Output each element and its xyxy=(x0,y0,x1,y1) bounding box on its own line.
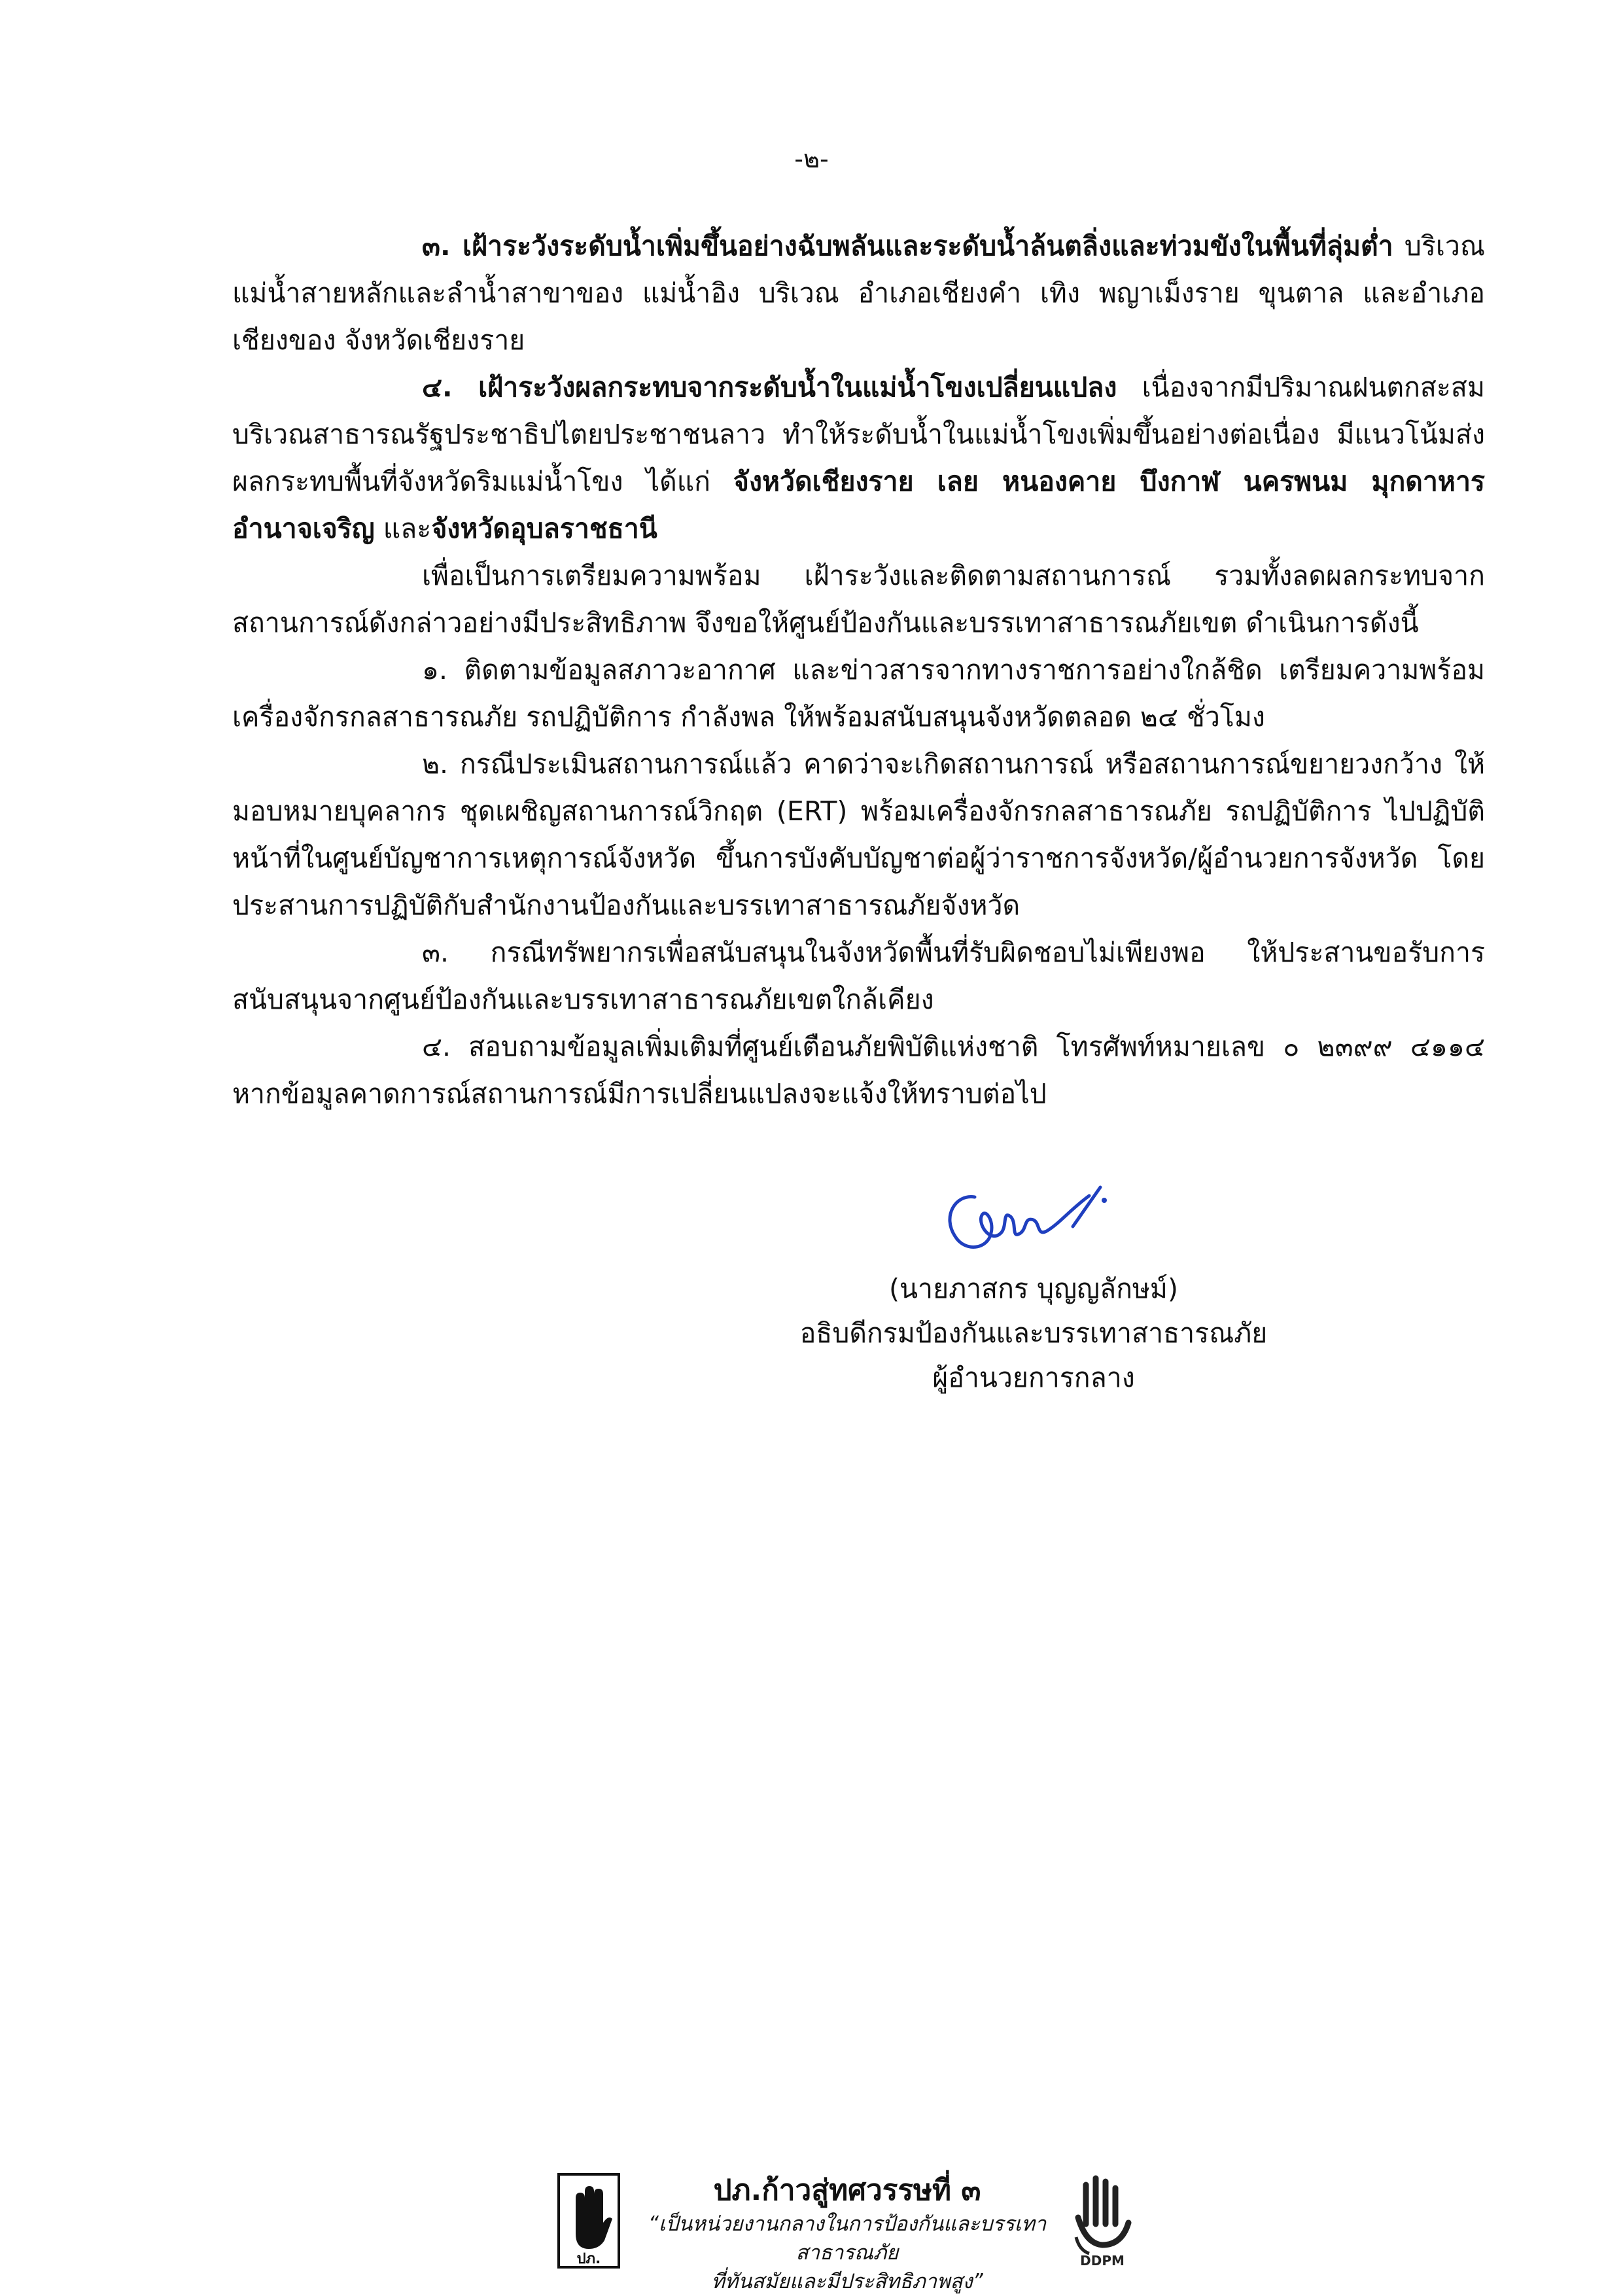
paragraph-item-4-mekong-impact xyxy=(232,364,1485,552)
paragraph-purpose: เพื่อเป็นการเตรียมความพร้อม เฝ้าระวังและติดตามสถานการณ์ รวมทั้งลดผลกระทบจากสถานการณ์ดังกล่าวอย่างมีประสิทธิภาพ จึงขอให้ศูนย์ป้องกันและบรรเทาสาธารณภัยเขต ดำเนินการดังนี้ xyxy=(232,560,1485,638)
paragraph-action-2: ๒. กรณีประเมินสถานการณ์แล้ว คาดว่าจะเกิดสถานการณ์ หรือสถานการณ์ขยายวงกว้าง ให้มอบหมายบุคลากร ชุดเผชิญสถานการณ์วิกฤต (ERT) พร้อมเครื่องจักรกลสาธารณภัย รถปฏิบัติการ ไปปฏิบัติหน้าที่ในศูนย์บัญชาการเหตุการณ์จังหวัด ขึ้นการบังคับบัญชาต่อผู้ว่าราชการจังหวัด/ผู้อำนวยการจังหวัด โดยประสานการปฏิบัติกับสำนักงานป้องกันและบรรเทาสาธารณภัยจังหวัด xyxy=(232,748,1485,921)
footer-tagline-line2: ที่ทันสมัยและมีประสิทธิภาพสูง” xyxy=(711,2270,983,2293)
paragraph-action-3: ๓. กรณีทรัพยากรเพื่อสนับสนุนในจังหวัดพื้นที่รับผิดชอบไม่เพียงพอ ให้ประสานขอรับการสนับสนุนจากศูนย์ป้องกันและบรรเทาสาธารณภัยเขตใกล้เคียง xyxy=(232,937,1485,1015)
footer-title: ปภ.ก้าวสู่ทศวรรษที่ ๓ xyxy=(713,2174,981,2207)
provinces-list: จังหวัดเชียงราย เลย หนองคาย บึงกาฬ นครพนม มุกดาหาร อำนาจเจริญ xyxy=(232,466,1486,544)
paragraph-heading: ๓. เฝ้าระวังระดับน้ำเพิ่มขึ้นอย่างฉับพลันและระดับน้ำล้นตลิ่งและท่วมขังในพื้นที่ลุ่มต่ำ xyxy=(422,230,1393,262)
footer-banner xyxy=(556,2172,1145,2293)
signatory-position: อธิบดีกรมป้องกันและบรรเทาสาธารณภัย xyxy=(799,1317,1268,1349)
footer-tagline-line1: “เป็นหน่วยงานกลางในการป้องกันและบรรเทาสาธารณภัย xyxy=(648,2212,1047,2265)
footer-text xyxy=(628,2172,1066,2296)
paragraph-item-3-watch-flash-flood xyxy=(232,222,1485,364)
signatory-role: ผู้อำนวยการกลาง xyxy=(932,1362,1135,1393)
province-ubon: จังหวัดอุบลราชธานี xyxy=(431,513,657,544)
svg-text:DDPM: DDPM xyxy=(1080,2253,1125,2269)
paragraph-text: และ xyxy=(374,513,432,544)
ddpm-emblem-logo xyxy=(1066,2172,1138,2270)
paragraph-text: บริเวณแม่น้ำสายหลักและลำน้ำสาขาของ แม่น้ำอิง บริเวณ อำเภอเชียงคำ เทิง พญาเม็งราย ขุนตาล และอำเภอเชียงของ จังหวัดเชียงราย xyxy=(232,230,1485,356)
signature-block xyxy=(772,1171,1295,1400)
paragraph-action-1: ๑. ติดตามข้อมูลสภาวะอากาศ และข่าวสารจากทางราชการอย่างใกล้ชิด เตรียมความพร้อมเครื่องจักรกลสาธารณภัย รถปฏิบัติการ กำลังพล ให้พร้อมสนับสนุนจังหวัดตลอด ๒๔ ชั่วโมง xyxy=(232,654,1485,733)
ddpm-hand-logo xyxy=(556,2172,621,2270)
signatory-name: (นายภาสกร บุญญลักษม์) xyxy=(889,1273,1178,1304)
letter-body xyxy=(232,222,1485,1117)
page-number: -๒- xyxy=(794,145,829,173)
paragraph-text: เนื่องจากมีปริมาณฝนตกสะสม บริเวณสาธารณรัฐประชาธิปไตยประชาชนลาว ทำให้ระดับน้ำในแม่น้ำโขงเพิ่มขึ้นอย่างต่อเนื่อง มีแนวโน้มส่งผลกระทบพื้นที่จังหวัดริมแม่น้ำโขง ได้แก่ xyxy=(232,372,1485,497)
handwritten-signature xyxy=(929,1171,1138,1262)
paragraph-action-4: ๔. สอบถามข้อมูลเพิ่มเติมที่ศูนย์เตือนภัยพิบัติแห่งชาติ โทรศัพท์หมายเลข ๐ ๒๓๙๙ ๔๑๑๔ หากข้อมูลคาดการณ์สถานการณ์มีการเปลี่ยนแปลงจะแจ้งให้ทราบต่อไป xyxy=(232,1031,1485,1109)
paragraph-heading: ๔. เฝ้าระวังผลกระทบจากระดับน้ำในแม่น้ำโขงเปลี่ยนแปลง xyxy=(422,372,1117,403)
svg-text:ปภ.: ปภ. xyxy=(576,2251,601,2267)
